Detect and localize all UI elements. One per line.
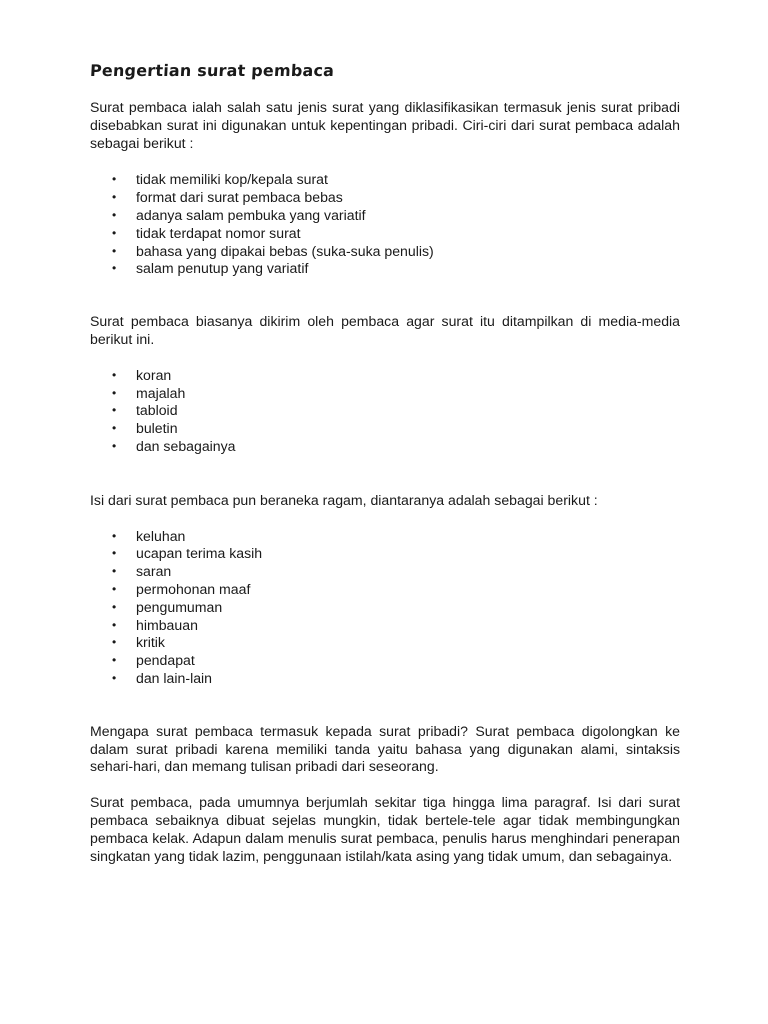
characteristics-list [90,171,680,278]
bullet-icon: • [112,261,117,276]
list-item: • pendapat [112,652,195,669]
list-item: • majalah [112,384,186,401]
bullet-icon: • [112,421,117,436]
paragraph-media: Surat pembaca biasanya dikirim oleh pembaca agar surat itu ditampilkan di media-media berikut ini. [90,313,680,347]
list-item: • bahasa yang dipakai bebas (suka-suka penulis) [112,242,434,259]
bullet-icon: • [112,599,117,614]
list-item: • dan sebagainya [112,437,236,454]
list-item: • dan lain-lain [112,669,213,686]
list-item: • saran [112,563,172,580]
media-list [90,367,680,456]
bullet-icon: • [112,581,117,596]
list-item: • kritik [112,634,165,651]
bullet-icon: • [112,528,117,543]
list-item: • adanya salam pembuka yang variatif [112,206,366,223]
bullet-icon: • [112,564,117,579]
list-item: • himbauan [112,616,198,633]
paragraph-content: Isi dari surat pembaca pun beraneka ragam, diantaranya adalah sebagai berikut : [90,491,598,508]
bullet-icon: • [112,635,117,650]
list-item: • keluhan [112,527,186,544]
list-item: • format dari surat pembaca bebas [112,189,343,206]
list-item: • buletin [112,420,178,437]
bullet-icon: • [112,653,117,668]
list-item: • tidak terdapat nomor surat [112,224,301,241]
bullet-icon: • [112,367,117,382]
bullet-icon: • [112,385,117,400]
list-item: • ucapan terima kasih [112,545,263,562]
bullet-icon: • [112,172,117,187]
bullet-icon: • [112,243,117,258]
bullet-icon: • [112,190,117,205]
bullet-icon: • [112,207,117,222]
list-item: • salam penutup yang variatif [112,260,309,277]
paragraph-why-private: Mengapa surat pembaca termasuk kepada surat pribadi? Surat pembaca digolongkan ke dalam surat pribadi karena memiliki tanda yaitu bahasa yang digunakan alami, sintaksis sehari-hari, dan memang tulisan pribadi dari seseorang. [90,722,680,775]
list-item: • tidak memiliki kop/kepala surat [112,171,328,188]
bullet-icon: • [112,546,117,561]
document-page [90,60,680,865]
bullet-icon: • [112,438,117,453]
list-item: • pengumuman [112,598,223,615]
bullet-icon: • [112,670,117,685]
bullet-icon: • [112,617,117,632]
list-item: • tabloid [112,402,178,419]
list-item: • permohonan maaf [112,580,251,597]
paragraph-intro: Surat pembaca ialah salah satu jenis surat yang diklasifikasikan termasuk jenis surat pribadi disebabkan surat ini digunakan untuk kepentingan pribadi. Ciri-ciri dari surat pembaca adalah sebagai berikut : [90,99,680,151]
document-title: Pengertian surat pembaca [89,61,335,80]
list-item: • koran [112,366,172,383]
bullet-icon: • [112,403,117,418]
bullet-icon: • [112,225,117,240]
paragraph-structure: Surat pembaca, pada umumnya berjumlah sekitar tiga hingga lima paragraf. Isi dari surat pembaca sebaiknya dibuat sejelas mungkin, tidak bertele-tele agar tidak membingungkan pembaca kelak. Adapun dalam menulis surat pembaca, penulis harus menghindari penerapan singkatan yang tidak lazim, penggunaan istilah/kata asing yang tidak umum, dan sebagainya. [90,794,680,864]
content-list [90,528,680,688]
